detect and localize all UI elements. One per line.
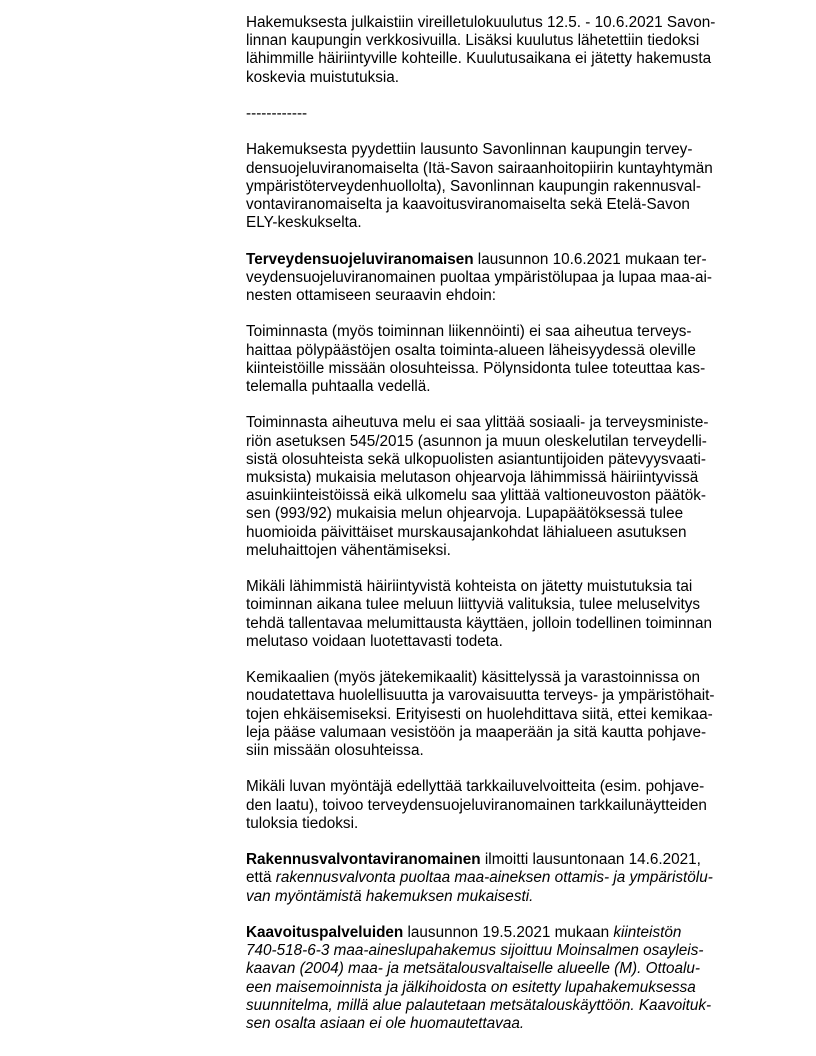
text-line: [246, 487, 746, 505]
text-segment: toiminnan aikana tulee meluun liittyviä valituksia, tulee meluselvitys: [246, 596, 701, 614]
text-segment: telemalla puhtaalla vedellä.: [246, 378, 431, 395]
noise-measurement-paragraph: [246, 578, 746, 651]
text-line: [246, 323, 746, 341]
text-segment: linnan kaupungin verkkosivuilla. Lisäksi kuulutus lähetettiin tiedoksi: [246, 32, 700, 50]
text-segment: nesten ottamiseen seuraavin ehdoin:: [246, 287, 497, 304]
text-segment: huomioida päivittäiset murskausajankohdat lähialueen asutuksen: [246, 523, 687, 541]
bold-heading-text: Rakennusvalvontaviranomainen: [246, 851, 481, 869]
dust-condition-paragraph: [246, 323, 746, 396]
text-line: [246, 615, 746, 633]
text-line: [246, 378, 746, 396]
text-segment: sistä olosuhteista sekä ulkopuolisten asiantuntijoiden pätevyysvaati-: [246, 450, 707, 468]
text-line: [246, 742, 746, 760]
text-line: [246, 414, 746, 432]
text-segment: kiinteistöille missään olosuhteissa. Pölynsidonta tulee toteuttaa kas-: [246, 359, 706, 377]
text-segment: Toiminnasta (myös toiminnan liikennöinti) ei saa aiheutua terveys-: [246, 323, 692, 341]
text-segment: asuinkiinteistöissä eikä ulkomelu saa ylittää valtioneuvoston päätök-: [246, 487, 707, 505]
text-line: [246, 14, 746, 32]
text-segment: riön asetuksen 545/2015 (asunnon ja muun oleskelutilan terveydelli-: [246, 432, 707, 450]
text-segment: haittaa pölypäästöjen osalta toiminta-alueen läheisyydessä oleville: [246, 341, 696, 359]
zoning-paragraph: [246, 924, 746, 1033]
text-segment: muksista) mukaisia melutason ohjearvoja lähimmissä häiriintyvissä: [246, 469, 699, 486]
health-authority-paragraph: [246, 251, 746, 306]
text-segment: tojen ehkäisemiseksi. Erityisesti on huolehdittava siitä, ettei kemikaa-: [246, 705, 713, 723]
text-segment: ------------: [246, 105, 308, 122]
text-segment: siin missään olosuhteissa.: [246, 742, 424, 760]
building-control-paragraph: [246, 851, 746, 906]
text-line: [246, 778, 746, 796]
text-line: [246, 141, 746, 159]
text-line: [246, 706, 746, 724]
text-segment: noudatettava huolellisuutta ja varovaisuutta terveys- ja ympäristöhait-: [246, 687, 715, 705]
document-page: [246, 14, 746, 1051]
text-line: [246, 524, 746, 542]
text-segment: lähimmille häiriintyville kohteille. Kuulutusaikana ei jätetty hakemusta: [246, 50, 712, 68]
text-line: [246, 596, 746, 614]
text-line: [246, 69, 746, 87]
public-notice-paragraph: [246, 14, 746, 87]
text-segment: että: [246, 869, 276, 887]
text-line: [246, 105, 746, 123]
text-line: [246, 960, 746, 978]
text-segment: Hakemuksesta julkaistiin vireilletulokuulutus 12.5. - 10.6.2021 Savon-: [246, 14, 716, 31]
text-line: [246, 269, 746, 287]
text-line: [246, 433, 746, 451]
bold-heading-text: Kaavoituspalveluiden: [246, 924, 404, 941]
italic-text: kiinteistön: [613, 924, 682, 941]
text-line: [246, 251, 746, 269]
text-segment: Mikäli luvan myöntäjä edellyttää tarkkailuvelvoitteita (esim. pohjave-: [246, 778, 705, 796]
text-line: [246, 505, 746, 523]
text-line: [246, 578, 746, 596]
separator-paragraph: [246, 105, 746, 123]
text-line: [246, 997, 746, 1015]
text-segment: lausunnon 10.6.2021 mukaan ter-: [473, 250, 707, 268]
text-segment: melutaso voidaan luotettavasti todeta.: [246, 632, 503, 650]
text-line: [246, 542, 746, 560]
text-line: [246, 888, 746, 906]
text-line: [246, 50, 746, 68]
text-line: [246, 797, 746, 815]
bold-heading-text: Terveydensuojeluviranomaisen: [246, 250, 474, 268]
text-segment: Mikäli lähimmistä häiriintyvistä kohteista on jätetty muistutuksia tai: [246, 578, 693, 596]
text-line: [246, 469, 746, 487]
text-segment: lausunnon 19.5.2021 mukaan: [403, 924, 614, 941]
text-line: [246, 342, 746, 360]
italic-text: suunnitelma, millä alue palautetaan metsätalouskäyttöön. Kaavoituk-: [246, 996, 712, 1014]
text-segment: tuloksia tiedoksi.: [246, 814, 359, 832]
text-segment: ympäristöterveydenhuollolta), Savonlinnan kaupungin rakennusval-: [246, 177, 701, 195]
text-segment: Toiminnasta aiheutuva melu ei saa ylittää sosiaali- ja terveysministe-: [246, 414, 709, 432]
text-line: [246, 633, 746, 651]
text-line: [246, 924, 746, 942]
text-line: [246, 196, 746, 214]
text-line: [246, 687, 746, 705]
text-segment: sen (993/92) mukaisia melun ohjearvoja. Lupapäätöksessä tulee: [246, 505, 684, 523]
italic-text: van myöntämistä hakemuksen mukaisesti.: [246, 887, 534, 905]
text-segment: koskevia muistutuksia.: [246, 68, 400, 86]
text-line: [246, 851, 746, 869]
italic-text: een maisemoinnista ja jälkihoidosta on esitetty lupahakemuksessa: [246, 978, 696, 996]
text-segment: meluhaittojen vähentämiseksi.: [246, 541, 451, 559]
text-segment: ELY-keskukselta.: [246, 214, 362, 232]
text-line: [246, 815, 746, 833]
noise-condition-paragraph: [246, 414, 746, 560]
italic-text: 740-518-6-3 maa-aineslupahakemus sijoittuu Moinsalmen osayleis-: [246, 942, 704, 960]
text-line: [246, 942, 746, 960]
text-line: [246, 360, 746, 378]
text-line: [246, 160, 746, 178]
text-segment: ilmoitti lausuntonaan 14.6.2021,: [480, 851, 701, 869]
text-segment: den laatu), toivoo terveydensuojeluviranomainen tarkkailunäytteiden: [246, 796, 707, 814]
text-line: [246, 669, 746, 687]
text-segment: leja pääse valumaan vesistöön ja maaperään ja sitä kautta pohjave-: [246, 723, 707, 741]
text-line: [246, 869, 746, 887]
italic-text: kaavan (2004) maa- ja metsätalousvaltaiselle alueelle (M). Ottoalu-: [246, 960, 701, 978]
text-segment: Kemikaalien (myös jätekemikaalit) käsittelyssä ja varastoinnissa on: [246, 669, 700, 687]
text-segment: densuojeluviranomaiselta (Itä-Savon sairaanhoitopiirin kuntayhtymän: [246, 159, 713, 177]
text-line: [246, 178, 746, 196]
text-line: [246, 214, 746, 232]
text-line: [246, 451, 746, 469]
italic-text: sen osalta asiaan ei ole huomautettavaa.: [246, 1015, 525, 1033]
statement-request-paragraph: [246, 141, 746, 232]
chemicals-condition-paragraph: [246, 669, 746, 760]
text-line: [246, 979, 746, 997]
text-segment: vontaviranomaiselta ja kaavoitusviranomaiselta sekä Etelä-Savon: [246, 196, 690, 213]
text-line: [246, 724, 746, 742]
text-line: [246, 287, 746, 305]
monitoring-paragraph: [246, 778, 746, 833]
text-line: [246, 32, 746, 50]
text-segment: tehdä tallentavaa melumittausta käyttäen, jolloin todellinen toiminnan: [246, 614, 712, 632]
text-segment: veydensuojeluviranomainen puoltaa ympäristölupaa ja lupaa maa-ai-: [246, 268, 712, 286]
text-segment: Hakemuksesta pyydettiin lausunto Savonlinnan kaupungin tervey-: [246, 141, 693, 159]
text-line: [246, 1015, 746, 1033]
italic-text: rakennusvalvonta puoltaa maa-aineksen ottamis- ja ympäristölu-: [275, 869, 713, 887]
